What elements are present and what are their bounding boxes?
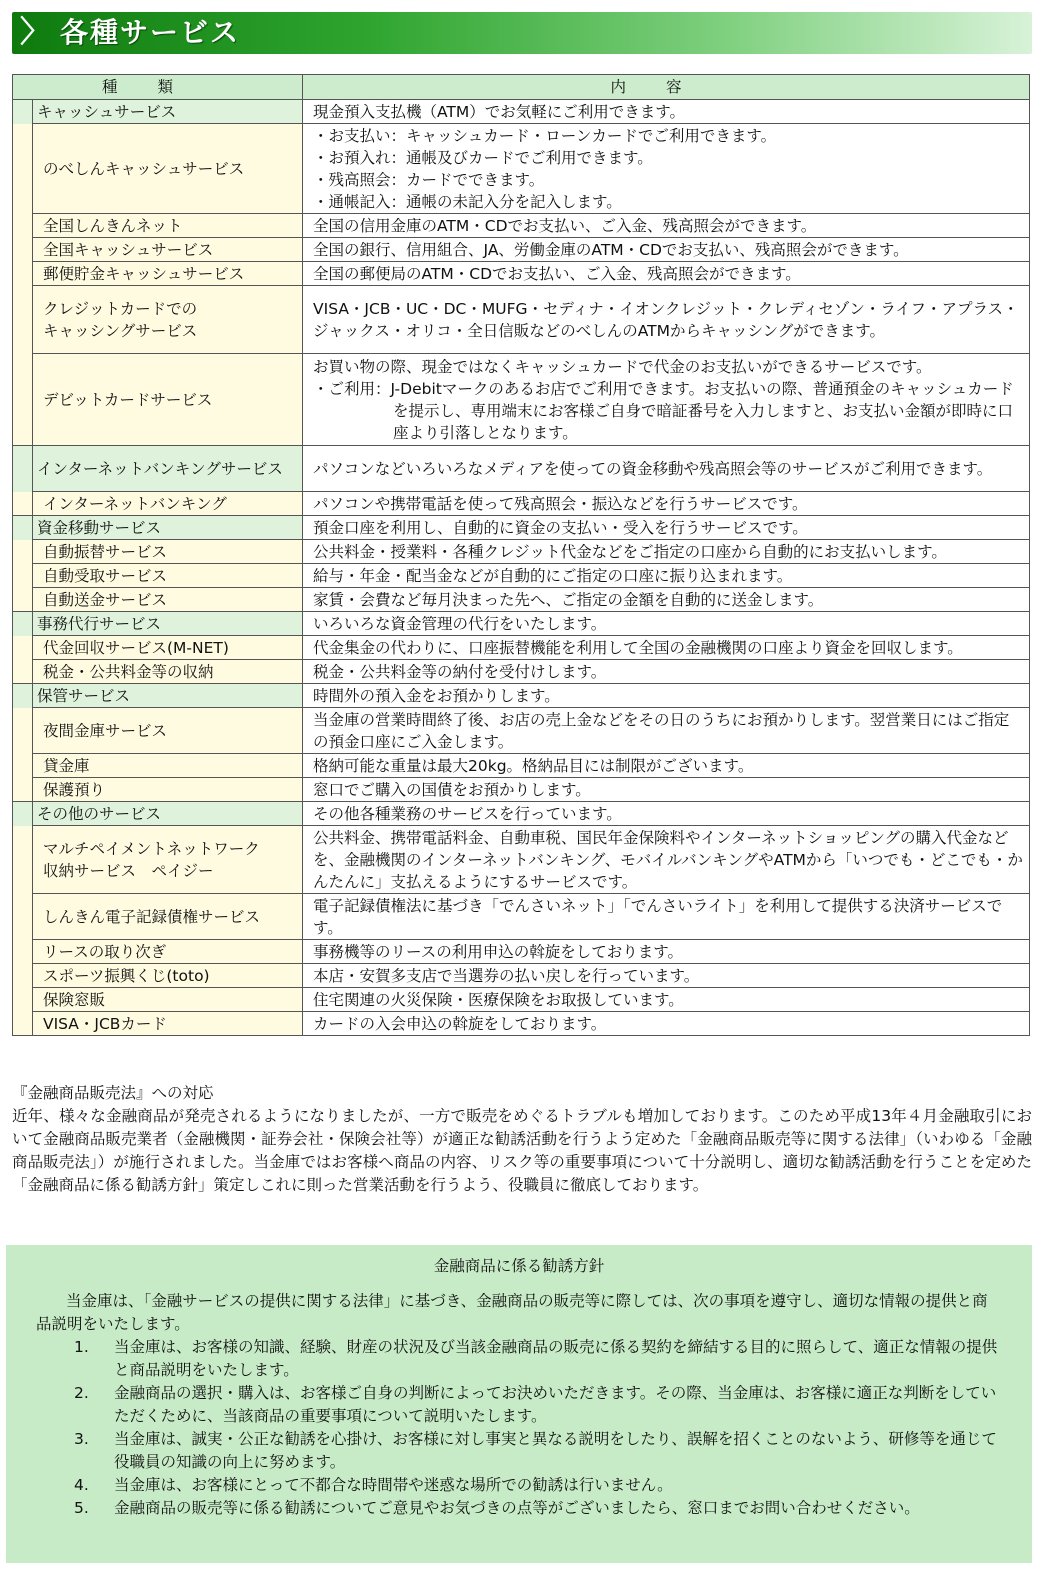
service-name xyxy=(33,262,303,286)
service-description xyxy=(303,826,1030,894)
policy-item-text: 金融商品の選択・購入は、お客様ご自身の判断によってお決めいただきます。その際、当金庫は、お客様に適正な判断をしていただくために、当該商品の重要事項について説明いたします。 xyxy=(114,1384,997,1425)
description-line: 時間外の預入金をお預かりします。 xyxy=(313,686,560,705)
description-line: 預金口座を利用し、自動的に資金の支払い・受入を行うサービスです。 xyxy=(313,518,808,537)
description-line: 代金集金の代わりに、口座振替機能を利用して全国の金融機関の口座より資金を回収します。 xyxy=(313,638,963,657)
description-line: ・お支払い：キャッシュカード・ローンカードでご利用できます。 xyxy=(313,126,777,145)
service-name-line: 保管サービス xyxy=(37,686,131,705)
table-row xyxy=(13,124,1030,214)
service-name xyxy=(33,894,303,940)
table-row xyxy=(13,636,1030,660)
table-row xyxy=(13,354,1030,446)
service-name-line: リースの取り次ぎ xyxy=(43,942,167,961)
service-description xyxy=(303,540,1030,564)
service-description xyxy=(303,660,1030,684)
row-category-gutter xyxy=(13,940,33,964)
row-category-gutter xyxy=(13,564,33,588)
service-name-line: マルチペイメントネットワーク xyxy=(43,839,260,858)
description-line: 家賃・会費など毎月決まった先へ、ご指定の金額を自動的に送金します。 xyxy=(313,590,824,609)
description-line: 公共料金・授業料・各種クレジット代金などをご指定の口座から自動的にお支払いします。 xyxy=(313,542,947,561)
service-name xyxy=(33,964,303,988)
section-header xyxy=(12,12,1032,54)
service-name-line: 税金・公共料金等の収納 xyxy=(43,662,214,681)
service-name-line: 自動受取サービス xyxy=(43,566,168,585)
description-line: 窓口でご購入の国債をお預かりします。 xyxy=(313,780,591,799)
service-name xyxy=(33,540,303,564)
service-name-line: 全国しんきんネット xyxy=(43,216,183,235)
service-name-line: 自動送金サービス xyxy=(43,590,168,609)
service-name xyxy=(33,754,303,778)
description-line: 給与・年金・配当金などが自動的にご指定の口座に振り込まれます。 xyxy=(313,566,793,585)
service-name xyxy=(33,778,303,802)
policy-items xyxy=(36,1336,1002,1520)
description-line: ・ご利用：J-Debitマークのあるお店でご利用できます。お支払いの際、普通預金のキャッシュカードを提示し、専用端末にお客様ご自身で暗証番号を入力しますと、お支払い金額が即時に口座より引落しとなります。 xyxy=(313,379,1014,442)
service-description xyxy=(303,612,1030,636)
row-category-gutter xyxy=(13,286,33,354)
service-name-line: 収納サービス ペイジー xyxy=(43,861,214,880)
row-category-gutter xyxy=(13,100,33,124)
service-description xyxy=(303,262,1030,286)
service-name xyxy=(33,612,303,636)
table-row xyxy=(13,100,1030,124)
table-row xyxy=(13,802,1030,826)
row-category-gutter xyxy=(13,262,33,286)
table-row xyxy=(13,214,1030,238)
policy-item-text: 当金庫は、お客様にとって不都合な時間帯や迷惑な場所での勧誘は行いません。 xyxy=(114,1476,673,1494)
service-name-line: 郵便貯金キャッシュサービス xyxy=(43,264,245,283)
description-line: ・残高照会：カードでできます。 xyxy=(313,170,545,189)
service-description xyxy=(303,238,1030,262)
service-name xyxy=(33,214,303,238)
service-name xyxy=(33,516,303,540)
service-name xyxy=(33,492,303,516)
service-name xyxy=(33,1012,303,1036)
services-table xyxy=(12,74,1030,1036)
service-name-line: キャッシングサービス xyxy=(43,321,198,340)
service-name xyxy=(33,826,303,894)
service-name xyxy=(33,708,303,754)
service-name-line: スポーツ振興くじ(toto) xyxy=(43,966,210,985)
row-category-gutter xyxy=(13,354,33,446)
table-header-row xyxy=(13,75,1030,100)
description-line: 全国の郵便局のATM・CDでお支払い、ご入金、残高照会ができます。 xyxy=(313,264,801,283)
description-line: 当金庫の営業時間終了後、お店の売上金などをその日のうちにお預かりします。翌営業日にはご指定の預金口座にご入金します。 xyxy=(313,710,1010,751)
row-category-gutter xyxy=(13,588,33,612)
policy-item-number: 5. xyxy=(74,1499,89,1517)
description-line: VISA・JCB・UC・DC・MUFG・セディナ・イオンクレジット・クレディセゾン・ライフ・アプラス・ジャックス・オリコ・全日信販などのべしんのATMからキャッシングができます。 xyxy=(313,299,1019,340)
chevron-right-icon: 〉 xyxy=(20,15,50,50)
table-row xyxy=(13,778,1030,802)
column-header-type: 種類 xyxy=(13,75,303,100)
service-name xyxy=(33,238,303,262)
description-line: 全国の銀行、信用組合、JA、労働金庫のATM・CDでお支払い、残高照会ができます。 xyxy=(313,240,909,259)
table-row xyxy=(13,540,1030,564)
row-category-gutter xyxy=(13,636,33,660)
row-category-gutter xyxy=(13,612,33,636)
table-row xyxy=(13,564,1030,588)
policy-item-number: 3. xyxy=(74,1430,89,1448)
table-row xyxy=(13,492,1030,516)
service-name xyxy=(33,660,303,684)
service-name-line: 貸金庫 xyxy=(43,756,90,775)
note-title: 『金融商品販売法』への対応 xyxy=(12,1084,214,1102)
note-body: 近年、様々な金融商品が発売されるようになりましたが、一方で販売をめぐるトラブルも増加しております。このため平成13年４月金融取引において金融商品販売業者（金融機関・証券会社・保険会社等）が適正な勧誘活動を行うよう定めた「金融商品販売等に関する法律」（いわゆる「金融商品販売法」）が施行されました。当金庫ではお客様へ商品の内容、リスク等の重要事項について十分説明し、適切な勧誘活動を行うことを定めた「金融商品に係る勧誘方針」策定しこれに則った営業活動を行うよう、役職員に徹底しております。 xyxy=(12,1107,1032,1194)
policy-title: 金融商品に係る勧誘方針 xyxy=(433,1257,605,1275)
policy-item-number: 1. xyxy=(74,1338,89,1356)
description-line: その他各種業務のサービスを行っています。 xyxy=(313,804,622,823)
service-name xyxy=(33,100,303,124)
description-line: 電子記録債権法に基づき「でんさいネット」「でんさいライト」を利用して提供する決済サービスです。 xyxy=(313,896,1003,937)
service-name-line: 代金回収サービス(M-NET) xyxy=(43,638,229,657)
row-category-gutter xyxy=(13,516,33,540)
table-row xyxy=(13,660,1030,684)
service-description xyxy=(303,708,1030,754)
description-line: 全国の信用金庫のATM・CDでお支払い、ご入金、残高照会ができます。 xyxy=(313,216,817,235)
description-line: ・通帳記入：通帳の未記入分を記入します。 xyxy=(313,192,622,211)
service-description xyxy=(303,516,1030,540)
table-row xyxy=(13,238,1030,262)
service-description xyxy=(303,286,1030,354)
row-category-gutter xyxy=(13,446,33,492)
policy-item-number: 2. xyxy=(74,1384,89,1402)
table-row xyxy=(13,262,1030,286)
service-name xyxy=(33,988,303,1012)
table-row xyxy=(13,446,1030,492)
service-name-line: 保険窓販 xyxy=(43,990,106,1009)
service-name xyxy=(33,446,303,492)
policy-item xyxy=(36,1497,1002,1520)
service-name-line: VISA・JCBカード xyxy=(43,1014,167,1033)
service-description xyxy=(303,754,1030,778)
row-category-gutter xyxy=(13,708,33,754)
description-line: 税金・公共料金等の納付を受付けします。 xyxy=(313,662,607,681)
table-row xyxy=(13,940,1030,964)
service-name xyxy=(33,802,303,826)
description-line: ・お預入れ：通帳及びカードでご利用できます。 xyxy=(313,148,653,167)
services-table-body xyxy=(13,100,1030,1036)
service-name-line: 夜間金庫サービス xyxy=(43,721,168,740)
service-description xyxy=(303,684,1030,708)
row-category-gutter xyxy=(13,802,33,826)
service-description xyxy=(303,492,1030,516)
row-category-gutter xyxy=(13,124,33,214)
description-line: パソコンなどいろいろなメディアを使っての資金移動や残高照会等のサービスがご利用できます。 xyxy=(313,459,993,478)
service-name-line: インターネットバンキング xyxy=(43,494,227,513)
service-name xyxy=(33,636,303,660)
policy-item xyxy=(36,1382,1002,1428)
row-category-gutter xyxy=(13,660,33,684)
service-name-line: 資金移動サービス xyxy=(37,518,162,537)
policy-item-text: 金融商品の販売等に係る勧誘についてご意見やお気づきの点等がございましたら、窓口までお問い合わせください。 xyxy=(114,1499,920,1517)
service-name-line: 自動振替サービス xyxy=(43,542,168,561)
table-row xyxy=(13,1012,1030,1036)
service-name-line: インターネットバンキングサービス xyxy=(37,459,283,478)
service-name-line: 全国キャッシュサービス xyxy=(43,240,214,259)
row-category-gutter xyxy=(13,492,33,516)
column-header-content: 内容 xyxy=(303,75,1030,100)
service-description xyxy=(303,636,1030,660)
table-row xyxy=(13,286,1030,354)
financial-sales-law-note xyxy=(12,1082,1032,1197)
description-line: お買い物の際、現金ではなくキャッシュカードで代金のお支払いができるサービスです。 xyxy=(313,357,932,376)
description-line: 公共料金、携帯電話料金、自動車税、国民年金保険料やインターネットショッピングの購入代金などを、金融機関のインターネットバンキング、モバイルバンキングやATMから「いつでも・どこでも・かんたんに」支払えるようにするサービスです。 xyxy=(313,828,1023,891)
service-description xyxy=(303,1012,1030,1036)
service-description xyxy=(303,988,1030,1012)
service-description xyxy=(303,124,1030,214)
row-category-gutter xyxy=(13,540,33,564)
row-category-gutter xyxy=(13,964,33,988)
table-row xyxy=(13,588,1030,612)
service-name xyxy=(33,286,303,354)
description-line: 本店・安賀多支店で当選券の払い戻しを行っています。 xyxy=(313,966,700,985)
service-description xyxy=(303,940,1030,964)
service-name-line: 事務代行サービス xyxy=(37,614,162,633)
policy-item-number: 4. xyxy=(74,1476,89,1494)
service-description xyxy=(303,446,1030,492)
row-category-gutter xyxy=(13,238,33,262)
policy-item xyxy=(36,1428,1002,1474)
table-row xyxy=(13,964,1030,988)
service-name-line: しんきん電子記録債権サービス xyxy=(43,907,261,926)
row-category-gutter xyxy=(13,778,33,802)
policy-item xyxy=(36,1336,1002,1382)
policy-item-text: 当金庫は、誠実・公正な勧誘を心掛け、お客様に対し事実と異なる説明をしたり、誤解を招くことのないよう、研修等を通じて役職員の知識の向上に努めます。 xyxy=(114,1430,997,1471)
solicitation-policy-box xyxy=(6,1245,1032,1563)
page-title: 各種サービス xyxy=(60,16,241,49)
description-line: 格納可能な重量は最大20kg。格納品目には制限がございます。 xyxy=(313,756,754,775)
row-category-gutter xyxy=(13,754,33,778)
description-line: 住宅関連の火災保険・医療保険をお取扱しています。 xyxy=(313,990,684,1009)
table-row xyxy=(13,894,1030,940)
description-line: いろいろな資金管理の代行をいたします。 xyxy=(313,614,607,633)
table-row xyxy=(13,708,1030,754)
service-name-line: デビットカードサービス xyxy=(43,390,213,409)
service-description xyxy=(303,778,1030,802)
service-description xyxy=(303,354,1030,446)
table-row xyxy=(13,988,1030,1012)
row-category-gutter xyxy=(13,894,33,940)
service-description xyxy=(303,214,1030,238)
row-category-gutter xyxy=(13,826,33,894)
table-row xyxy=(13,826,1030,894)
service-description xyxy=(303,802,1030,826)
service-name-line: その他のサービス xyxy=(37,804,162,823)
policy-intro: 当金庫は、「金融サービスの提供に関する法律」に基づき、金融商品の販売等に際しては、次の事項を遵守し、適切な情報の提供と商品説明をいたします。 xyxy=(36,1292,988,1333)
service-name-line: のべしんキャッシュサービス xyxy=(43,159,245,178)
service-name xyxy=(33,124,303,214)
table-row xyxy=(13,754,1030,778)
description-line: カードの入会申込の斡旋をしております。 xyxy=(313,1014,607,1033)
row-category-gutter xyxy=(13,684,33,708)
service-name xyxy=(33,588,303,612)
row-category-gutter xyxy=(13,988,33,1012)
policy-item-text: 当金庫は、お客様の知識、経験、財産の状況及び当該金融商品の販売に係る契約を締結する目的に照らして、適正な情報の提供と商品説明をいたします。 xyxy=(114,1338,998,1379)
service-description xyxy=(303,894,1030,940)
service-name xyxy=(33,684,303,708)
table-row xyxy=(13,684,1030,708)
description-line: 事務機等のリースの利用申込の斡旋をしております。 xyxy=(313,942,684,961)
row-category-gutter xyxy=(13,1012,33,1036)
service-name-line: キャッシュサービス xyxy=(37,102,177,121)
service-name xyxy=(33,354,303,446)
service-name xyxy=(33,564,303,588)
description-line: パソコンや携帯電話を使って残高照会・振込などを行うサービスです。 xyxy=(313,494,808,513)
table-row xyxy=(13,612,1030,636)
policy-item xyxy=(36,1474,1002,1497)
service-name-line: クレジットカードでの xyxy=(43,299,198,318)
service-description xyxy=(303,564,1030,588)
service-description xyxy=(303,100,1030,124)
service-description xyxy=(303,964,1030,988)
service-description xyxy=(303,588,1030,612)
service-name-line: 保護預り xyxy=(43,780,106,799)
table-row xyxy=(13,516,1030,540)
row-category-gutter xyxy=(13,214,33,238)
service-name xyxy=(33,940,303,964)
description-line: 現金預入支払機（ATM）でお気軽にご利用できます。 xyxy=(313,102,686,121)
